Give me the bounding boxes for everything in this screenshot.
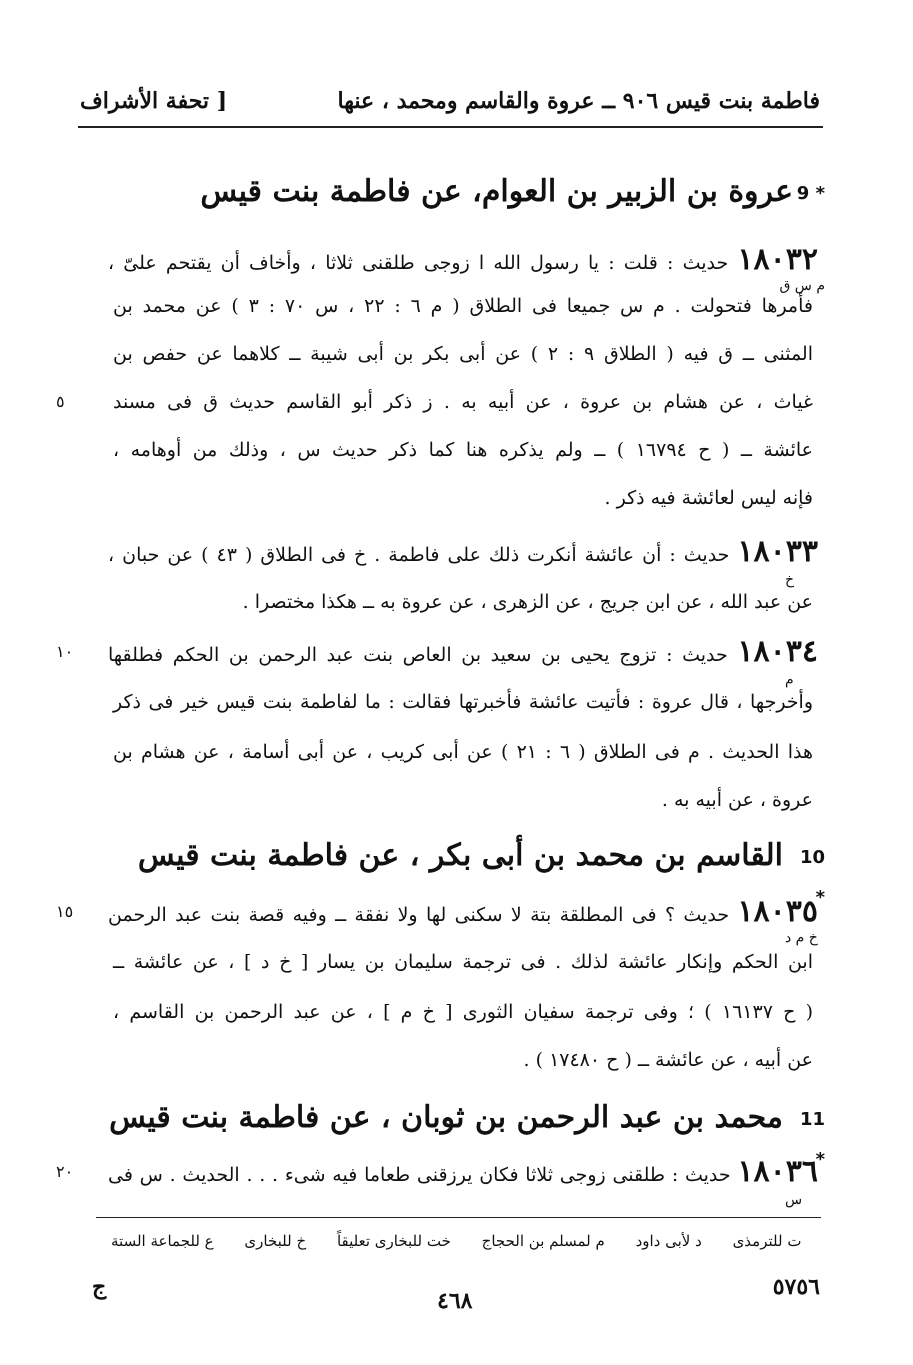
entry-line: عروة ، عن أبيه به . bbox=[661, 789, 813, 811]
entry-text: حديث ؟ فى المطلقة بتة لا سكنى لها ولا نفقة ــ وفيه قصة بنت عبد الرحمن bbox=[108, 904, 730, 926]
footnote-item: ع للجماعة الستة bbox=[111, 1232, 214, 1250]
footnotes bbox=[85, 1226, 820, 1256]
entry-line: عائشة ــ ( ح ١٦٧٩٤ ) ــ ولم يذكره هنا كما ذكر حديث س ، وذلك من أوهامه ، bbox=[113, 439, 813, 461]
margin-sigla: س bbox=[785, 1192, 803, 1208]
footnote-rule bbox=[96, 1217, 821, 1218]
entry-line: فإنه ليس لعائشة فيه ذكر . bbox=[604, 487, 813, 509]
section-title: عروة بن الزبير بن العوام، عن فاطمة بنت قيس bbox=[200, 174, 793, 209]
entry-line: ابن الحكم وإنكار عائشة لذلك . فى ترجمة سليمان بن يسار [ خ د ] ، عن عائشة ــ bbox=[113, 951, 813, 973]
entry-line bbox=[108, 238, 818, 282]
section-number: 10 * bbox=[799, 847, 825, 908]
line-number: ٥ bbox=[56, 392, 65, 411]
entry-text: حديث : طلقنى زوجى ثلاثا فكان يرزقنى طعاما فيه شىء . . . الحديث . س فى bbox=[108, 1164, 731, 1186]
section-title: محمد بن عبد الرحمن بن ثوبان ، عن فاطمة بنت قيس bbox=[109, 1100, 783, 1135]
footnote-item: خت للبخارى تعليقاً bbox=[336, 1232, 451, 1250]
margin-sigla: م س ق bbox=[779, 278, 825, 294]
running-head bbox=[80, 88, 820, 122]
margin-sigla: خ bbox=[785, 572, 795, 588]
entry-number: ١٨٠٣٢ bbox=[737, 242, 818, 277]
entry-text: حديث : قلت : يا رسول الله ا زوجى طلقنى ثلاثا ، وأخاف أن يقتحم علىّ ، bbox=[108, 252, 729, 274]
entry-number: ١٨٠٣٣ bbox=[737, 534, 818, 569]
entry-line bbox=[108, 890, 818, 934]
entry-line: فأمرها فتحولت . م س جميعا فى الطلاق ( م ٦ : ٢٢ ، س ٧٠ : ٣ ) عن محمد بن bbox=[113, 295, 813, 317]
entry-line: هذا الحديث . م فى الطلاق ( ٦ : ٢١ ) عن أبى كريب ، عن أبى أسامة ، عن هشام بن bbox=[113, 741, 813, 763]
margin-sigla: خ م د bbox=[785, 930, 818, 946]
footnote-item: ت للترمذى bbox=[732, 1232, 802, 1250]
footnote-item: د لأبى داود bbox=[635, 1232, 702, 1250]
margin-sigla: م bbox=[785, 672, 794, 688]
entry-line: المثنى ــ ق فيه ( الطلاق ٩ : ٢ ) عن أبى بكر بن أبى شيبة ــ كلاهما عن حفص بن bbox=[113, 343, 813, 365]
footnote-item: م لمسلم بن الحجاج bbox=[481, 1232, 605, 1250]
entry-line: ( ح ١٦١٣٧ ) ؛ وفى ترجمة سفيان الثورى [ خ م ] ، عن عبد الرحمن بن القاسم ، bbox=[113, 1001, 813, 1023]
entry-number: ١٨٠٣٥ bbox=[737, 894, 818, 929]
volume-code: ٥٧٥٦ bbox=[772, 1274, 820, 1300]
entry-line bbox=[108, 630, 818, 674]
running-head-title: فاطمة بنت قيس ٩٠٦ ــ عروة والقاسم ومحمد ، عنها bbox=[337, 88, 820, 114]
entry-line: غياث ، عن هشام بن عروة ، عن أبيه به . ز ذكر أبو القاسم حديث ق فى مسند bbox=[113, 391, 813, 413]
entry-text: حديث : تزوج يحيى بن سعيد بن العاص بنت عبد الرحمن بن الحكم فطلقها bbox=[108, 644, 728, 666]
entry-line: وأخرجها ، قال عروة : فأتيت عائشة فأخبرتها فقالت : ما لفاطمة بنت قيس خير فى ذكر bbox=[113, 691, 813, 713]
page-number: ٤٦٨ bbox=[437, 1288, 473, 1314]
running-head-book: [ تحفة الأشراف bbox=[80, 88, 228, 114]
section-title: القاسم بن محمد بن أبى بكر ، عن فاطمة بنت قيس bbox=[137, 838, 783, 873]
line-number: ١٠ bbox=[56, 642, 74, 661]
footnote-item: خ للبخارى bbox=[244, 1232, 307, 1250]
entry-line: عن عبد الله ، عن ابن جريج ، عن الزهرى ، عن عروة به ــ هكذا مختصرا . bbox=[242, 591, 813, 613]
line-number: ١٥ bbox=[56, 902, 74, 921]
header-rule bbox=[78, 126, 823, 128]
section-number: 11 * bbox=[799, 1109, 825, 1170]
signature-mark: ج bbox=[92, 1274, 107, 1300]
line-number: ٢٠ bbox=[56, 1162, 74, 1181]
entry-number: ١٨٠٣٦ bbox=[737, 1154, 818, 1189]
entry-line: عن أبيه ، عن عائشة ــ ( ح ١٧٤٨٠ ) . bbox=[523, 1049, 813, 1071]
section-number: 9 * bbox=[796, 183, 825, 204]
entry-line bbox=[108, 1150, 818, 1194]
entry-number: ١٨٠٣٤ bbox=[737, 634, 818, 669]
entry-text: حديث : أن عائشة أنكرت ذلك على فاطمة . خ فى الطلاق ( ٤٣ ) عن حبان ، bbox=[108, 544, 730, 566]
entry-line bbox=[108, 530, 818, 574]
